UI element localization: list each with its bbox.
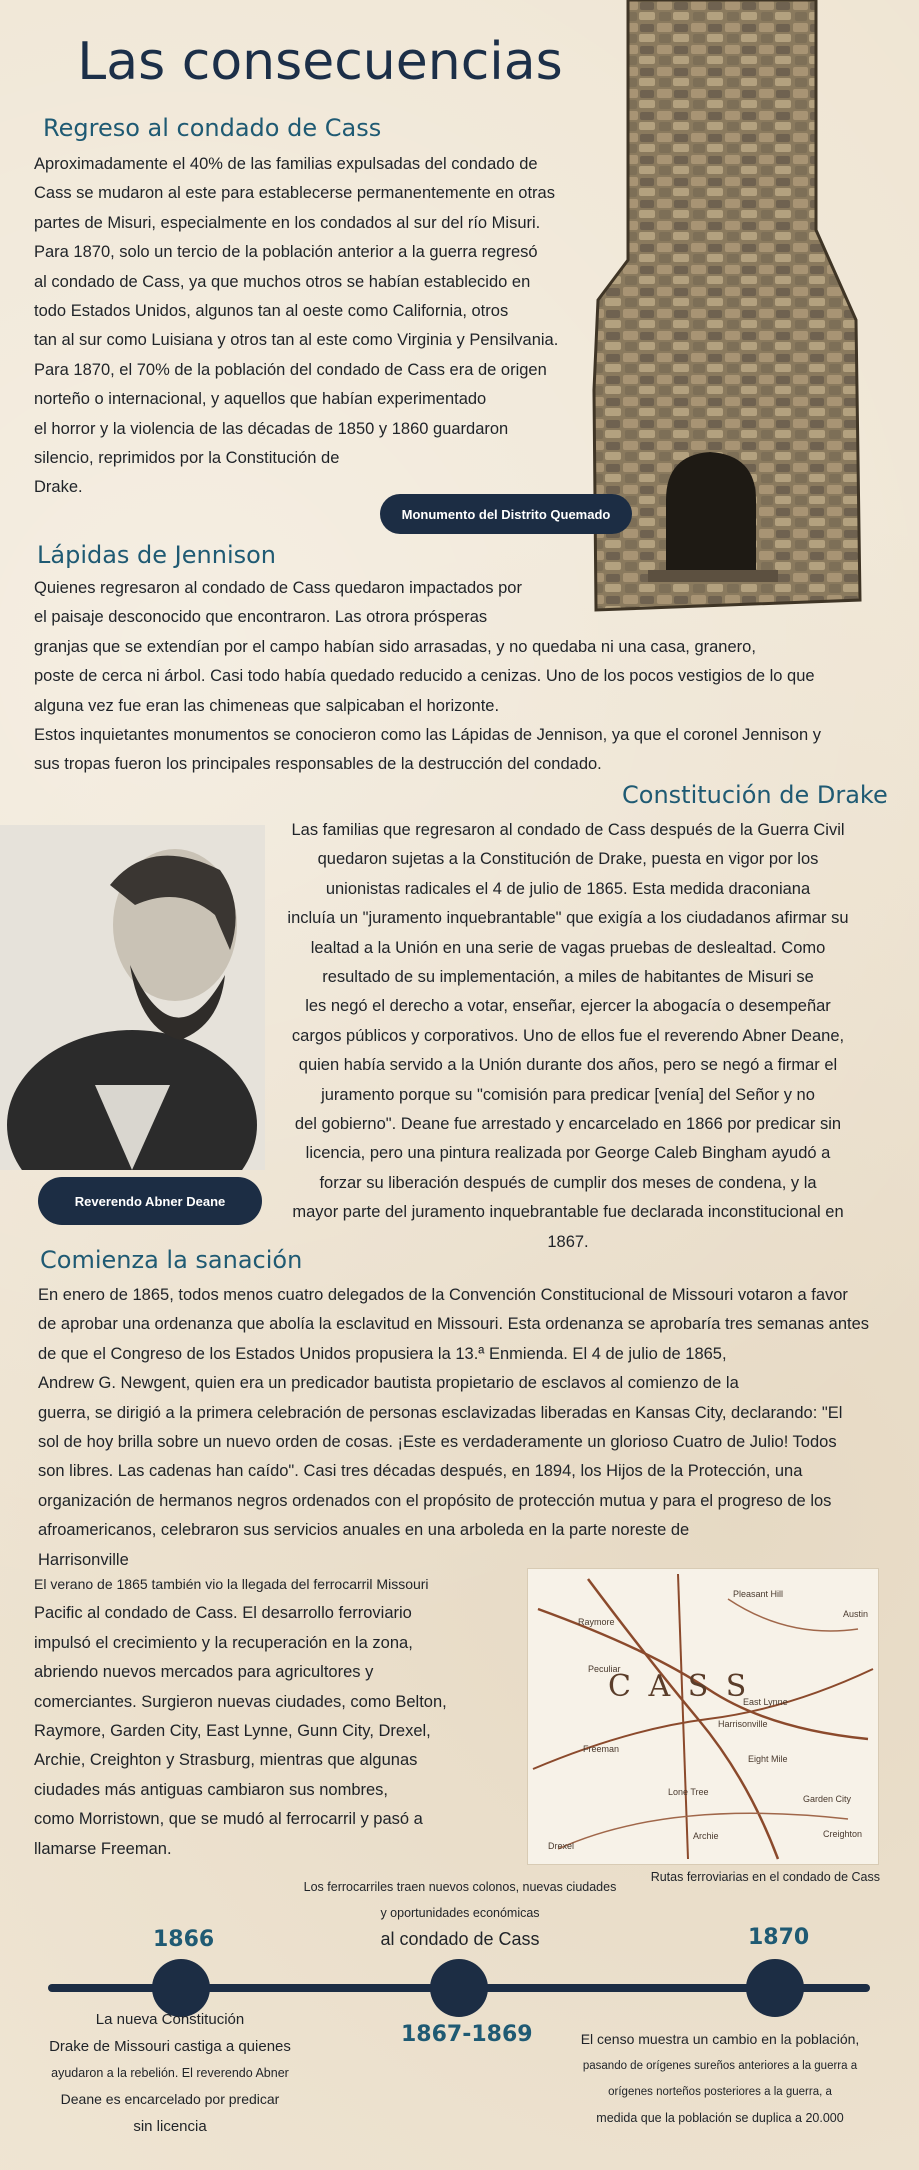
timeline-text-line: ayudaron a la rebelión. El reverendo Abner xyxy=(51,2066,289,2080)
timeline-caption-line: al condado de Cass xyxy=(380,1929,540,1949)
page-title: Las consecuencias xyxy=(77,32,563,92)
text-line: el horror y la violencia de las décadas de 1850 y 1860 guardaron xyxy=(34,419,509,438)
map-town-label: Freeman xyxy=(583,1744,620,1754)
text-line: del gobierno". Deane fue arrestado y encarcelado en 1866 por predicar sin xyxy=(294,1115,842,1134)
map-town-label: Pleasant Hill xyxy=(733,1589,784,1599)
text-line: quedaron sujetas a la Constitución de Drake, puesta en vigor por los xyxy=(317,850,819,869)
text-line: Cass se mudaron al este para establecerse permanentemente en otras xyxy=(34,184,555,203)
section-body-lapidas xyxy=(34,574,884,780)
timeline-text-line: Drake de Missouri castiga a quienes xyxy=(49,2038,291,2055)
timeline-top-caption xyxy=(280,1874,640,1952)
map-town-label: Austin xyxy=(843,1609,869,1619)
text-line: Drake. xyxy=(34,478,83,497)
text-line: alguna vez fue eran las chimeneas que salpicaban el horizonte. xyxy=(34,696,500,715)
text-line: Aproximadamente el 40% de las familias expulsadas del condado de xyxy=(34,155,538,173)
chimney-monument-image xyxy=(588,0,873,620)
section-heading-lapidas: Lápidas de Jennison xyxy=(37,541,277,569)
timeline-caption-line: y oportunidades económicas xyxy=(380,1906,540,1920)
timeline-year-1867-1869: 1867-1869 xyxy=(401,2022,533,2047)
text-line: granjas que se extendían por el campo habían sido arrasadas, y no quedaba ni una casa, granero, xyxy=(34,637,756,656)
text-line: Raymore, Garden City, East Lynne, Gunn City, Drexel, xyxy=(34,1722,431,1741)
text-line: de aprobar una ordenanza que abolía la esclavitud en Missouri. Esta ordenanza se aprobaría tres semanas antes xyxy=(38,1315,870,1334)
text-line: comerciantes. Surgieron nuevas ciudades, como Belton, xyxy=(34,1692,447,1711)
text-line: Harrisonville xyxy=(38,1550,129,1569)
timeline-text-1866 xyxy=(30,2006,310,2140)
map-county-label: C A S S xyxy=(608,1669,751,1704)
map-town-label: Raymore xyxy=(578,1617,615,1627)
text-line: poste de cerca ni árbol. Casi todo había quedado reducido a cenizas. Uno de los pocos vestigios de lo que xyxy=(34,667,815,686)
text-line: Andrew G. Newgent, quien era un predicador bautista propietario de esclavos al comienzo de la xyxy=(38,1374,739,1393)
text-line: unionistas radicales el 4 de julio de 1865. Esta medida draconiana xyxy=(325,879,811,898)
portrait-abner-deane-image xyxy=(0,825,265,1170)
text-line: todo Estados Unidos, algunos tan al oeste como California, otros xyxy=(34,302,509,321)
text-line: partes de Misuri, especialmente en los condados al sur del río Misuri. xyxy=(34,213,541,232)
section-body-ferrocarril xyxy=(34,1570,524,1864)
text-line: afroamericanos, celebraron sus servicios anuales en una arboleda en la parte noreste de xyxy=(38,1521,690,1540)
text-line: de que el Congreso de los Estados Unidos propusiera la 13.ª Enmienda. El 4 de julio de 1865, xyxy=(38,1344,727,1363)
text-line: forzar su liberación después de cumplir dos meses de condena, y la xyxy=(319,1173,817,1192)
text-line: sus tropas fueron los principales responsables de la destrucción del condado. xyxy=(34,755,602,774)
text-line: llamarse Freeman. xyxy=(34,1839,172,1858)
text-line: como Morristown, que se mudó al ferrocarril y pasó a xyxy=(34,1810,423,1829)
section-heading-drake: Constitución de Drake xyxy=(622,781,888,809)
text-line: guerra, se dirigió a la primera celebración de personas esclavizadas liberadas en Kansas City, declarando: "El xyxy=(38,1403,843,1422)
section-heading-sanacion: Comienza la sanación xyxy=(40,1246,303,1274)
text-line: Quienes regresaron al condado de Cass quedaron impactados por xyxy=(34,579,522,597)
text-line: resultado de su implementación, a miles de habitantes de Misuri se xyxy=(322,968,814,987)
map-town-label: Lone Tree xyxy=(668,1787,709,1797)
text-line: 1867. xyxy=(547,1232,589,1251)
text-line: licencia, pero una pintura realizada por George Caleb Bingham ayudó a xyxy=(305,1144,831,1163)
text-line: lealtad a la Unión en una serie de vagas pruebas de deslealtad. Como xyxy=(310,938,826,957)
portrait-caption-badge: Reverendo Abner Deane xyxy=(38,1177,262,1225)
railroad-map-image xyxy=(527,1568,879,1865)
map-town-label: Drexel xyxy=(548,1841,575,1851)
text-line: El verano de 1865 también vio la llegada del ferrocarril Missouri xyxy=(34,1576,429,1592)
text-line: impulsó el crecimiento y la recuperación en la zona, xyxy=(34,1633,413,1652)
text-line: ciudades más antiguas cambiaron sus nombres, xyxy=(34,1780,389,1799)
text-line: tan al sur como Luisiana y otros tan al este como Virginia y Pensilvania. xyxy=(34,331,559,350)
text-line: son libres. Las cadenas han caído". Casi tres décadas después, en 1894, los Hijos de la Protección, una xyxy=(38,1462,803,1481)
text-line: Las familias que regresaron al condado de Cass después de la Guerra Civil xyxy=(291,821,845,839)
timeline-text-1870 xyxy=(560,2026,880,2131)
text-line: silencio, reprimidos por la Constitución de xyxy=(34,449,340,468)
timeline-text-line: La nueva Constitución xyxy=(95,2011,245,2028)
text-line: les negó el derecho a votar, enseñar, ejercer la abogacía o desempeñar xyxy=(305,997,831,1016)
map-town-label: Creighton xyxy=(823,1829,863,1839)
timeline-text-line: El censo muestra un cambio en la población, xyxy=(580,2031,860,2047)
timeline-text-line: Deane es encarcelado por predicar xyxy=(60,2091,280,2107)
section-body-regreso xyxy=(34,150,594,503)
text-line: Archie, Creighton y Strasburg, mientras que algunas xyxy=(34,1751,418,1770)
text-line: al condado de Cass, ya que muchos otros se habían establecido en xyxy=(34,272,531,291)
map-town-label: Peculiar xyxy=(588,1664,621,1674)
map-town-label: Harrisonville xyxy=(718,1719,768,1729)
section-body-sanacion xyxy=(38,1281,888,1575)
text-line: juramento porque su "comisión para predicar [venía] del Señor y no xyxy=(321,1085,815,1104)
text-line: organización de hermanos negros ordenados con el propósito de protección mutua y para el progreso de los xyxy=(38,1491,832,1510)
timeline-caption-line: Los ferrocarriles traen nuevos colonos, nuevas ciudades xyxy=(303,1880,617,1894)
timeline-text-line: pasando de orígenes sureños anteriores a la guerra a xyxy=(582,2060,858,2072)
text-line: quien había servido a la Unión durante dos años, pero se negó a firmar el xyxy=(298,1056,838,1075)
text-line: Estos inquietantes monumentos se conocieron como las Lápidas de Jennison, ya que el coronel Jennison y xyxy=(34,726,821,745)
timeline-year-1866: 1866 xyxy=(153,1927,215,1952)
map-town-label: Archie xyxy=(693,1831,719,1841)
map-town-label: Garden City xyxy=(803,1794,852,1804)
timeline-marker-1867-1869 xyxy=(430,1959,488,2017)
timeline-text-line: medida que la población se duplica a 20.000 xyxy=(596,2111,844,2125)
text-line: Para 1870, solo un tercio de la población anterior a la guerra regresó xyxy=(34,243,538,262)
text-line: norteño o internacional, y aquellos que habían experimentado xyxy=(34,390,487,409)
text-line: mayor parte del juramento inquebrantable fue declarada inconstitucional en xyxy=(292,1203,844,1222)
text-line: Para 1870, el 70% de la población del condado de Cass era de origen xyxy=(34,360,547,379)
timeline-text-line: sin licencia xyxy=(133,2118,207,2135)
section-heading-regreso: Regreso al condado de Cass xyxy=(43,114,382,142)
map-town-label: East Lynne xyxy=(743,1697,788,1707)
text-line: abriendo nuevos mercados para agricultores y xyxy=(34,1663,374,1682)
text-line: cargos públicos y corporativos. Uno de ellos fue el reverendo Abner Deane, xyxy=(291,1026,845,1045)
section-body-drake xyxy=(262,816,874,1257)
text-line: incluía un "juramento inquebrantable" que exigía a los ciudadanos afirmar su xyxy=(287,909,849,928)
text-line: En enero de 1865, todos menos cuatro delegados de la Convención Constitucional de Missouri votaron a favor xyxy=(38,1286,848,1304)
timeline-marker-1870 xyxy=(746,1959,804,2017)
text-line: Pacific al condado de Cass. El desarrollo ferroviario xyxy=(34,1604,412,1623)
map-caption: Rutas ferroviarias en el condado de Cass xyxy=(650,1870,880,1884)
map-town-label: Eight Mile xyxy=(748,1754,788,1764)
monument-caption-badge: Monumento del Distrito Quemado xyxy=(380,494,632,534)
text-line: el paisaje desconocido que encontraron. Las otrora prósperas xyxy=(34,608,488,627)
timeline-text-line: orígenes norteños posteriores a la guerra, a xyxy=(608,2086,832,2098)
text-line: sol de hoy brilla sobre un nuevo orden de cosas. ¡Este es verdaderamente un glorioso Cuatro de Julio! Todos xyxy=(38,1433,837,1452)
timeline-year-1870: 1870 xyxy=(748,1925,810,1950)
